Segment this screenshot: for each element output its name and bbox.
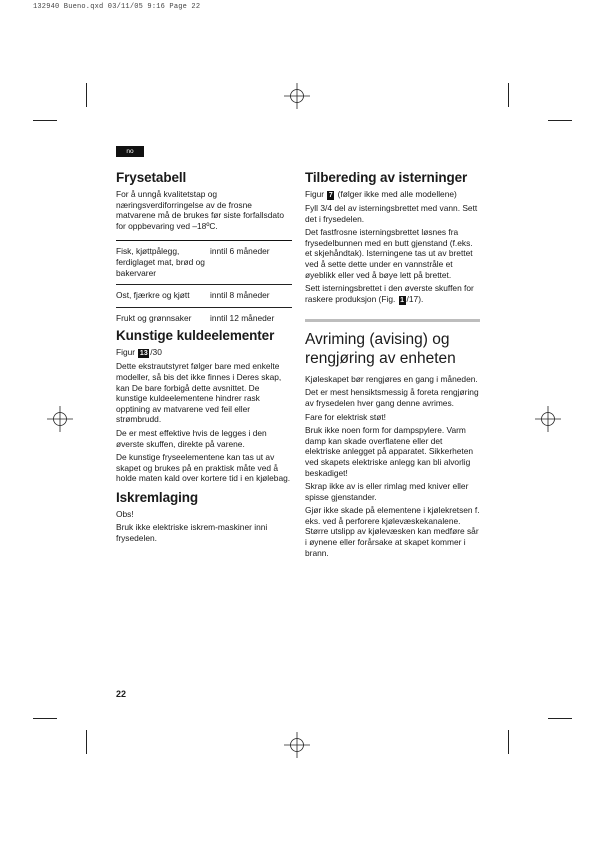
page-number: 22	[116, 689, 127, 699]
figure-number-badge: 1	[400, 296, 405, 304]
table-cell-item: Fisk, kjøttpålegg, ferdiglaget mat, brød og bakervarer	[116, 241, 210, 285]
avriming-warning: Fare for elektrisk støt!	[305, 411, 386, 422]
kuldeelementer-figure-ref	[116, 347, 292, 358]
crop-mark-bottom-right	[508, 730, 509, 754]
crop-mark-bottom-left	[86, 730, 87, 754]
avriming-paragraph-7: Større utslipp av kjølevæsken kan medføre sår i øynene eller forårsake at skapet kommer i brann.	[305, 526, 479, 558]
print-slug: 132940 Bueno.qxd 03/11/05 9:16 Page 22	[33, 3, 201, 11]
crop-mark-top-right	[508, 83, 509, 107]
registration-mark-left-icon	[47, 406, 73, 432]
avriming-heading: Avriming (avising) og rengjøring av enheten	[305, 330, 456, 367]
avriming-paragraph-4: Bruk ikke noen form for dampspylere. Varm damp kan skade overflatene eller det elektriske anlegget på apparatet. Sikkerheten ved skapets elektriske anlegg kan bli alvorlig beskadiget!	[305, 425, 474, 478]
isterninger-paragraph-3-text: Sett isterningsbrettet i den øverste skuffen for raskere produksjon (Fig.	[305, 283, 474, 304]
table-cell-item: Frukt og grønnsaker	[116, 307, 210, 326]
kuldeelementer-paragraph-1: Dette ekstrautstyret følger bare med enkelte modeller, så bis det ikke finnes i Deres skap, kan De bare forbigå dette avsnittet. De kunstige kuldeelementene hindrer rask opptining av matvarene ved feil eller strømbrudd.	[116, 361, 282, 425]
table-row	[116, 285, 292, 308]
isterninger-paragraph-3	[305, 283, 480, 305]
avriming-paragraph-1: Kjøleskapet bør rengjøres en gang i måneden.	[305, 373, 478, 384]
table-cell-item: Ost, fjærkre og kjøtt	[116, 285, 210, 308]
table-row	[116, 307, 292, 326]
frysetabell-intro: For å unngå kvalitetstap og næringsverdiforringelse av de frosne matvarene må de brukes før siste forfallsdato for oppbevaring ved –18ºC.	[116, 189, 285, 231]
kuldeelementer-paragraph-2: De er mest effektive hvis de legges i den øverste skuffen, direkte på varene.	[116, 427, 267, 449]
table-cell-time: inntil 6 måneder	[210, 241, 292, 285]
isterninger-figure-ref	[305, 189, 480, 200]
isterninger-paragraph-1: Fyll 3/4 del av isterningsbrettet med vann. Sett det i frysedelen.	[305, 203, 478, 224]
crop-mark-right-lower	[548, 718, 572, 719]
registration-mark-right-icon	[535, 406, 561, 432]
figure-label: Figur	[305, 189, 325, 199]
frysetabell-heading: Frysetabell	[116, 170, 187, 185]
table-cell-time: inntil 12 måneder	[210, 307, 292, 326]
iskremlaging-warning: Obs!	[116, 508, 134, 519]
isterninger-heading: Tilbereding av isterninger	[305, 170, 468, 185]
figure-suffix: (følger ikke med alle modellene)	[337, 189, 457, 199]
iskremlaging-heading: Iskremlaging	[116, 489, 199, 505]
isterninger-paragraph-2: Det fastfrosne isterningsbrettet løsnes fra frysedelbunnen med en butt gjenstand (f.eks. et skjehåndtak). Isterningene tas ut av brettet ved å sette dette under en vannstråle et øyeblikk eller ved å bøye lett på brettet.	[305, 227, 473, 280]
avriming-paragraph-6: Gjør ikke skade på elementene i kjølekretsen f. eks. ved å perforere kjølevæskekanalene.	[305, 505, 480, 526]
avriming-paragraph-2: Det er mest hensiktsmessig å foreta rengjøring av frysedelen hver gang denne avrimes.	[305, 387, 479, 408]
language-tag: no	[116, 146, 144, 157]
crop-mark-top-left	[86, 83, 87, 107]
figure-label: Figur	[116, 347, 136, 358]
table-cell-time: inntil 8 måneder	[210, 285, 292, 308]
crop-mark-right-upper	[548, 120, 572, 121]
avriming-paragraph-5: Skrap ikke av is eller rimlag med kniver eller spisse gjenstander.	[305, 481, 469, 502]
freezing-table	[116, 240, 292, 326]
right-column	[305, 170, 480, 558]
figure-number-badge: 13	[139, 350, 148, 358]
table-row	[116, 241, 292, 285]
left-column	[116, 170, 292, 544]
crop-mark-left-upper	[33, 120, 57, 121]
registration-mark-top-icon	[284, 83, 310, 109]
isterninger-paragraph-3-suffix: /17).	[406, 293, 424, 304]
section-divider	[305, 319, 480, 322]
iskremlaging-paragraph: Bruk ikke elektriske iskrem-maskiner inni frysedelen.	[116, 522, 268, 544]
crop-mark-left-lower	[33, 718, 57, 719]
registration-mark-bottom-icon	[284, 732, 310, 758]
figure-suffix: /30	[150, 347, 162, 358]
figure-number-badge: 7	[328, 192, 333, 199]
kuldeelementer-heading: Kunstige kuldeelementer	[116, 328, 275, 344]
kuldeelementer-paragraph-3: De kunstige fryseelementene kan tas ut av skapet og brukes på en praktisk måte ved å holde maten kald over kortere tid i en kjølebag.	[116, 452, 291, 484]
